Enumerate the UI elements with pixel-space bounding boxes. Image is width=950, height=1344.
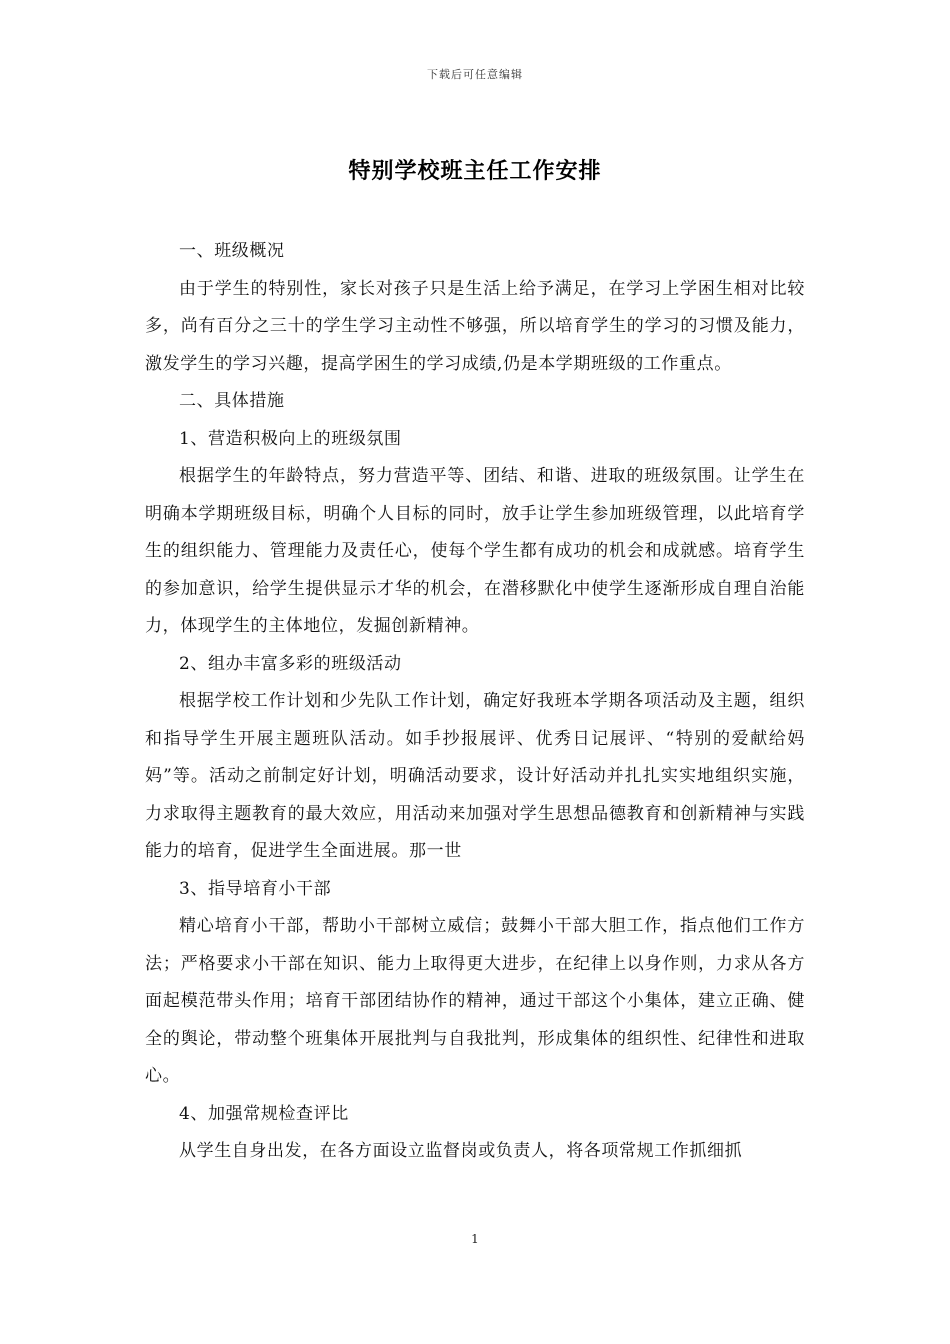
paragraph-overview: 由于学生的特别性，家长对孩子只是生活上给予满足，在学习上学困生相对比较多，尚有百分之三十的学生学习主动性不够强，所以培育学生的学习的习惯及能力，激发学生的学习兴趣，提高学困生的学习成绩,仍是本学期班级的工作重点。: [145, 278, 805, 374]
paragraph-cadres: 精心培育小干部，帮助小干部树立威信；鼓舞小干部大胆工作，指点他们工作方法；严格要求小干部在知识、能力上取得更大进步，在纪律上以身作则，力求从各方面起模范带头作用；培育干部团结协作的精神，通过干部这个小集体，建立正确、健全的舆论，带动整个班集体开展批判与自我批判，形成集体的组织性、纪律性和进取心。: [145, 916, 805, 1086]
document-title: 特别学校班主任工作安排: [348, 158, 602, 184]
page-number: 1: [471, 1232, 479, 1246]
paragraph-inspection: 从学生自身出发，在各方面设立监督岗或负责人，将各项常规工作抓细抓: [179, 1141, 743, 1161]
subheading-cadres: 3、指导培育小干部: [179, 878, 332, 899]
paragraph-atmosphere: 根据学生的年龄特点，努力营造平等、团结、和谐、进取的班级氛围。让学生在明确本学期班级目标，明确个人目标的同时，放手让学生参加班级管理，以此培育学生的组织能力、管理能力及责任心，使每个学生都有成功的机会和成就感。培育学生的参加意识，给学生提供显示才华的机会，在潜移默化中使学生逐渐形成自理自治能力，体现学生的主体地位，发掘创新精神。: [145, 466, 805, 636]
section-heading-measures: 二、具体措施: [179, 391, 285, 411]
section-heading-overview: 一、班级概况: [179, 241, 285, 261]
header-note: 下载后可任意编辑: [427, 68, 523, 81]
paragraph-activities: 根据学校工作计划和少先队工作计划，确定好我班本学期各项活动及主题，组织和指导学生开展主题班队活动。如手抄报展评、优秀日记展评、“特别的爱献给妈妈”等。活动之前制定好计划，明确活动要求，设计好活动并扎扎实实地组织实施，力求取得主题教育的最大效应，用活动来加强对学生思想品德教育和创新精神与实践能力的培育，促进学生全面进展。那一世: [145, 691, 805, 861]
subheading-inspection: 4、加强常规检查评比: [179, 1103, 349, 1124]
subheading-atmosphere: 1、营造积极向上的班级氛围: [179, 428, 402, 449]
subheading-activities: 2、组办丰富多彩的班级活动: [179, 653, 402, 674]
document-body: [145, 233, 805, 1171]
